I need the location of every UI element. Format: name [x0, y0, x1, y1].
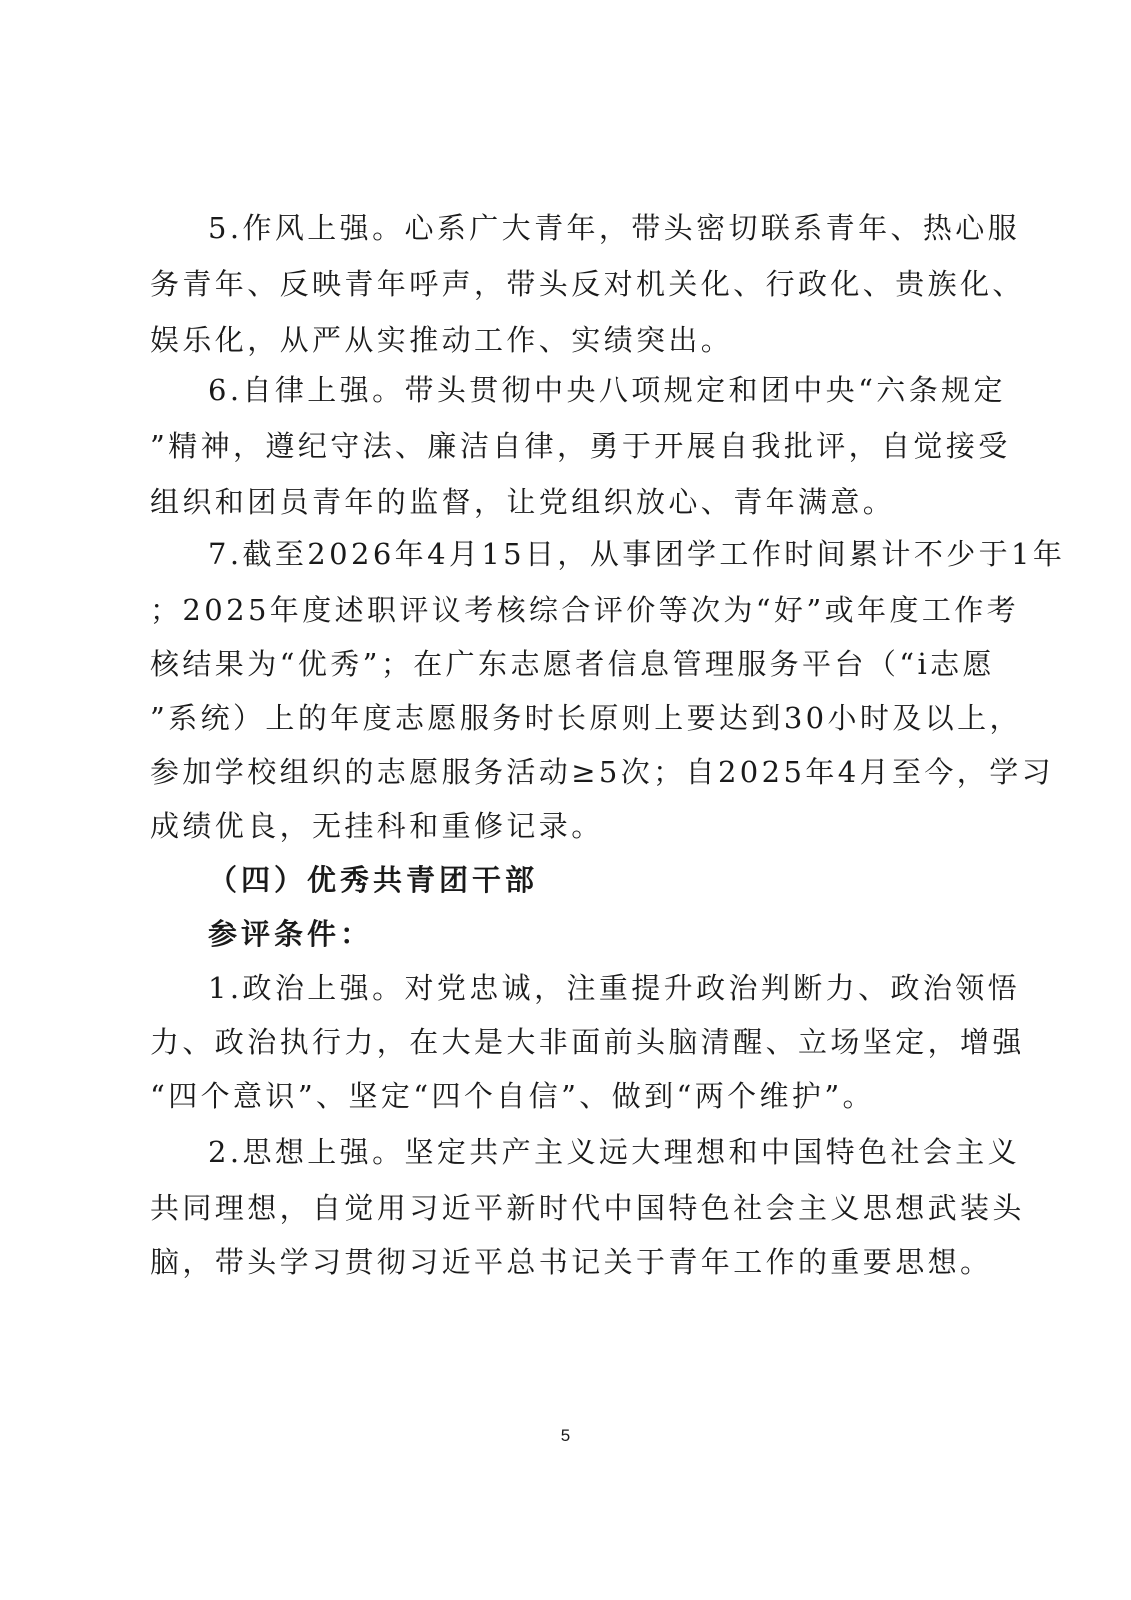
page-number: 5 [560, 1426, 571, 1445]
paragraph-line: ”系统）上的年度志愿服务时长原则上要达到30小时及以上， [150, 701, 1022, 735]
criteria-line: 脑，带头学习贯彻习近平总书记关于青年工作的重要思想。 [150, 1245, 993, 1279]
criteria-line: “四个意识”、坚定“四个自信”、做到“两个维护”。 [150, 1079, 875, 1113]
paragraph-line: 成绩优良，无挂科和重修记录。 [150, 809, 604, 843]
criteria-line: 共同理想，自觉用习近平新时代中国特色社会主义思想武装头 [150, 1191, 1025, 1225]
section-heading: （四）优秀共青团干部 [208, 863, 539, 897]
paragraph-line: 娱乐化，从严从实推动工作、实绩突出。 [150, 323, 734, 357]
paragraph-line: 核结果为“优秀”；在广东志愿者信息管理服务平台（“i志愿 [150, 647, 995, 681]
paragraph-line: 7.截至2026年4月15日，从事团学工作时间累计不少于1年 [208, 537, 1066, 571]
paragraph-line: 参加学校组织的志愿服务活动≥5次；自2025年4月至今，学习 [150, 755, 1055, 789]
paragraph-line: 6.自律上强。带头贯彻中央八项规定和团中央“六条规定 [208, 373, 1006, 407]
paragraph-line: 5.作风上强。心系广大青年，带头密切联系青年、热心服 [208, 211, 1021, 245]
criteria-line: 2.思想上强。坚定共产主义远大理想和中国特色社会主义 [208, 1135, 1021, 1169]
paragraph-line: 务青年、反映青年呼声，带头反对机关化、行政化、贵族化、 [150, 267, 1025, 301]
criteria-line: 力、政治执行力，在大是大非面前头脑清醒、立场坚定，增强 [150, 1025, 1025, 1059]
paragraph-line: 组织和团员青年的监督，让党组织放心、青年满意。 [150, 485, 896, 519]
paragraph-line: ；2025年度述职评议考核综合评价等次为“好”或年度工作考 [150, 593, 1020, 627]
criteria-line: 1.政治上强。对党忠诚，注重提升政治判断力、政治领悟 [208, 971, 1021, 1005]
criteria-heading: 参评条件： [208, 917, 374, 951]
paragraph-line: ”精神，遵纪守法、廉洁自律，勇于开展自我批评，自觉接受 [150, 429, 1011, 463]
